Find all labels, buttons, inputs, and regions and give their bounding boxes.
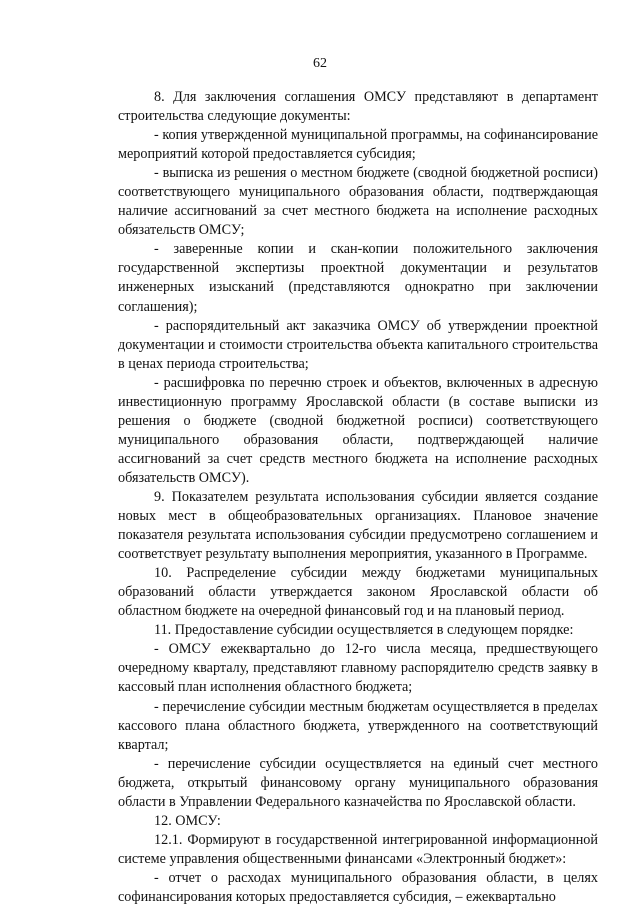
paragraph-11-item-single-account: - перечисление субсидии осуществляется на единый счет местного бюджета, открытый финансовому органу муниципального образования области в Управлении Федерального казначейства по Ярославской области. xyxy=(118,755,598,810)
paragraph-12-1: 12.1. Формируют в государственной интегрированной информационной системе управления общественными финансами «Электронный бюджет»: xyxy=(118,831,598,867)
page-number: 62 xyxy=(313,56,327,71)
paragraph-11: 11. Предоставление субсидии осуществляется в следующем порядке: xyxy=(154,622,574,639)
paragraph-8-item-expertise-copies: - заверенные копии и скан-копии положительного заключения государственной экспертизы проектной документации и результатов инженерных изысканий (представляются однократно при заключении соглашения); xyxy=(118,241,598,315)
paragraph-8: 8. Для заключения соглашения ОМСУ представляют в департамент строительства следующие документы: xyxy=(118,89,598,125)
paragraph-8-item-customer-act: - распорядительный акт заказчика ОМСУ об утверждении проектной документации и стоимости строительства объекта капитального строительства в ценах периода строительства; xyxy=(118,317,598,372)
paragraph-8-item-budget-extract: - выписка из решения о местном бюджете (сводной бюджетной росписи) соответствующего муниципального образования области, подтверждающая наличие ассигнований за счет местного бюджета на исполнение расходных обязательств ОМСУ; xyxy=(118,165,598,239)
document-body xyxy=(118,88,598,907)
paragraph-12-1-item-report: - отчет о расходах муниципального образования области, в целях софинансирования которых предоставляется субсидия, – ежеквартально xyxy=(118,869,598,905)
paragraph-11-item-request: - ОМСУ ежеквартально до 12-го числа месяца, предшествующего очередному кварталу, представляют главному распорядителю средств заявку в кассовый план исполнения областного бюджета; xyxy=(118,641,598,696)
paragraph-11-item-transfer-limits: - перечисление субсидии местным бюджетам осуществляется в пределах кассового плана областного бюджета, утвержденного на соответствующий квартал; xyxy=(118,698,598,753)
paragraph-9: 9. Показателем результата использования субсидии является создание новых мест в общеобразовательных организациях. Плановое значение показателя результата использования субсидии предусмотрено соглашением и соответствует результату выполнения мероприятия, указанного в Программе. xyxy=(118,488,598,563)
paragraph-10: 10. Распределение субсидии между бюджетами муниципальных образований области утверждается законом Ярославской области об областном бюджете на очередной финансовый год и на плановый период. xyxy=(118,565,598,620)
paragraph-8-item-breakdown: - расшифровка по перечню строек и объектов, включенных в адресную инвестиционную программу Ярославской области (в составе выписки из решения о бюджете (сводной бюджетной росписи) соответствующего муниципального образования области, подтверждающей наличие ассигнований за счет средств местного бюджета на исполнение расходных обязательств ОМСУ). xyxy=(118,374,598,486)
paragraph-8-item-program-copy: - копия утвержденной муниципальной программы, на софинансирование мероприятий которой предоставляется субсидия; xyxy=(118,127,598,163)
paragraph-12: 12. ОМСУ: xyxy=(154,812,221,829)
